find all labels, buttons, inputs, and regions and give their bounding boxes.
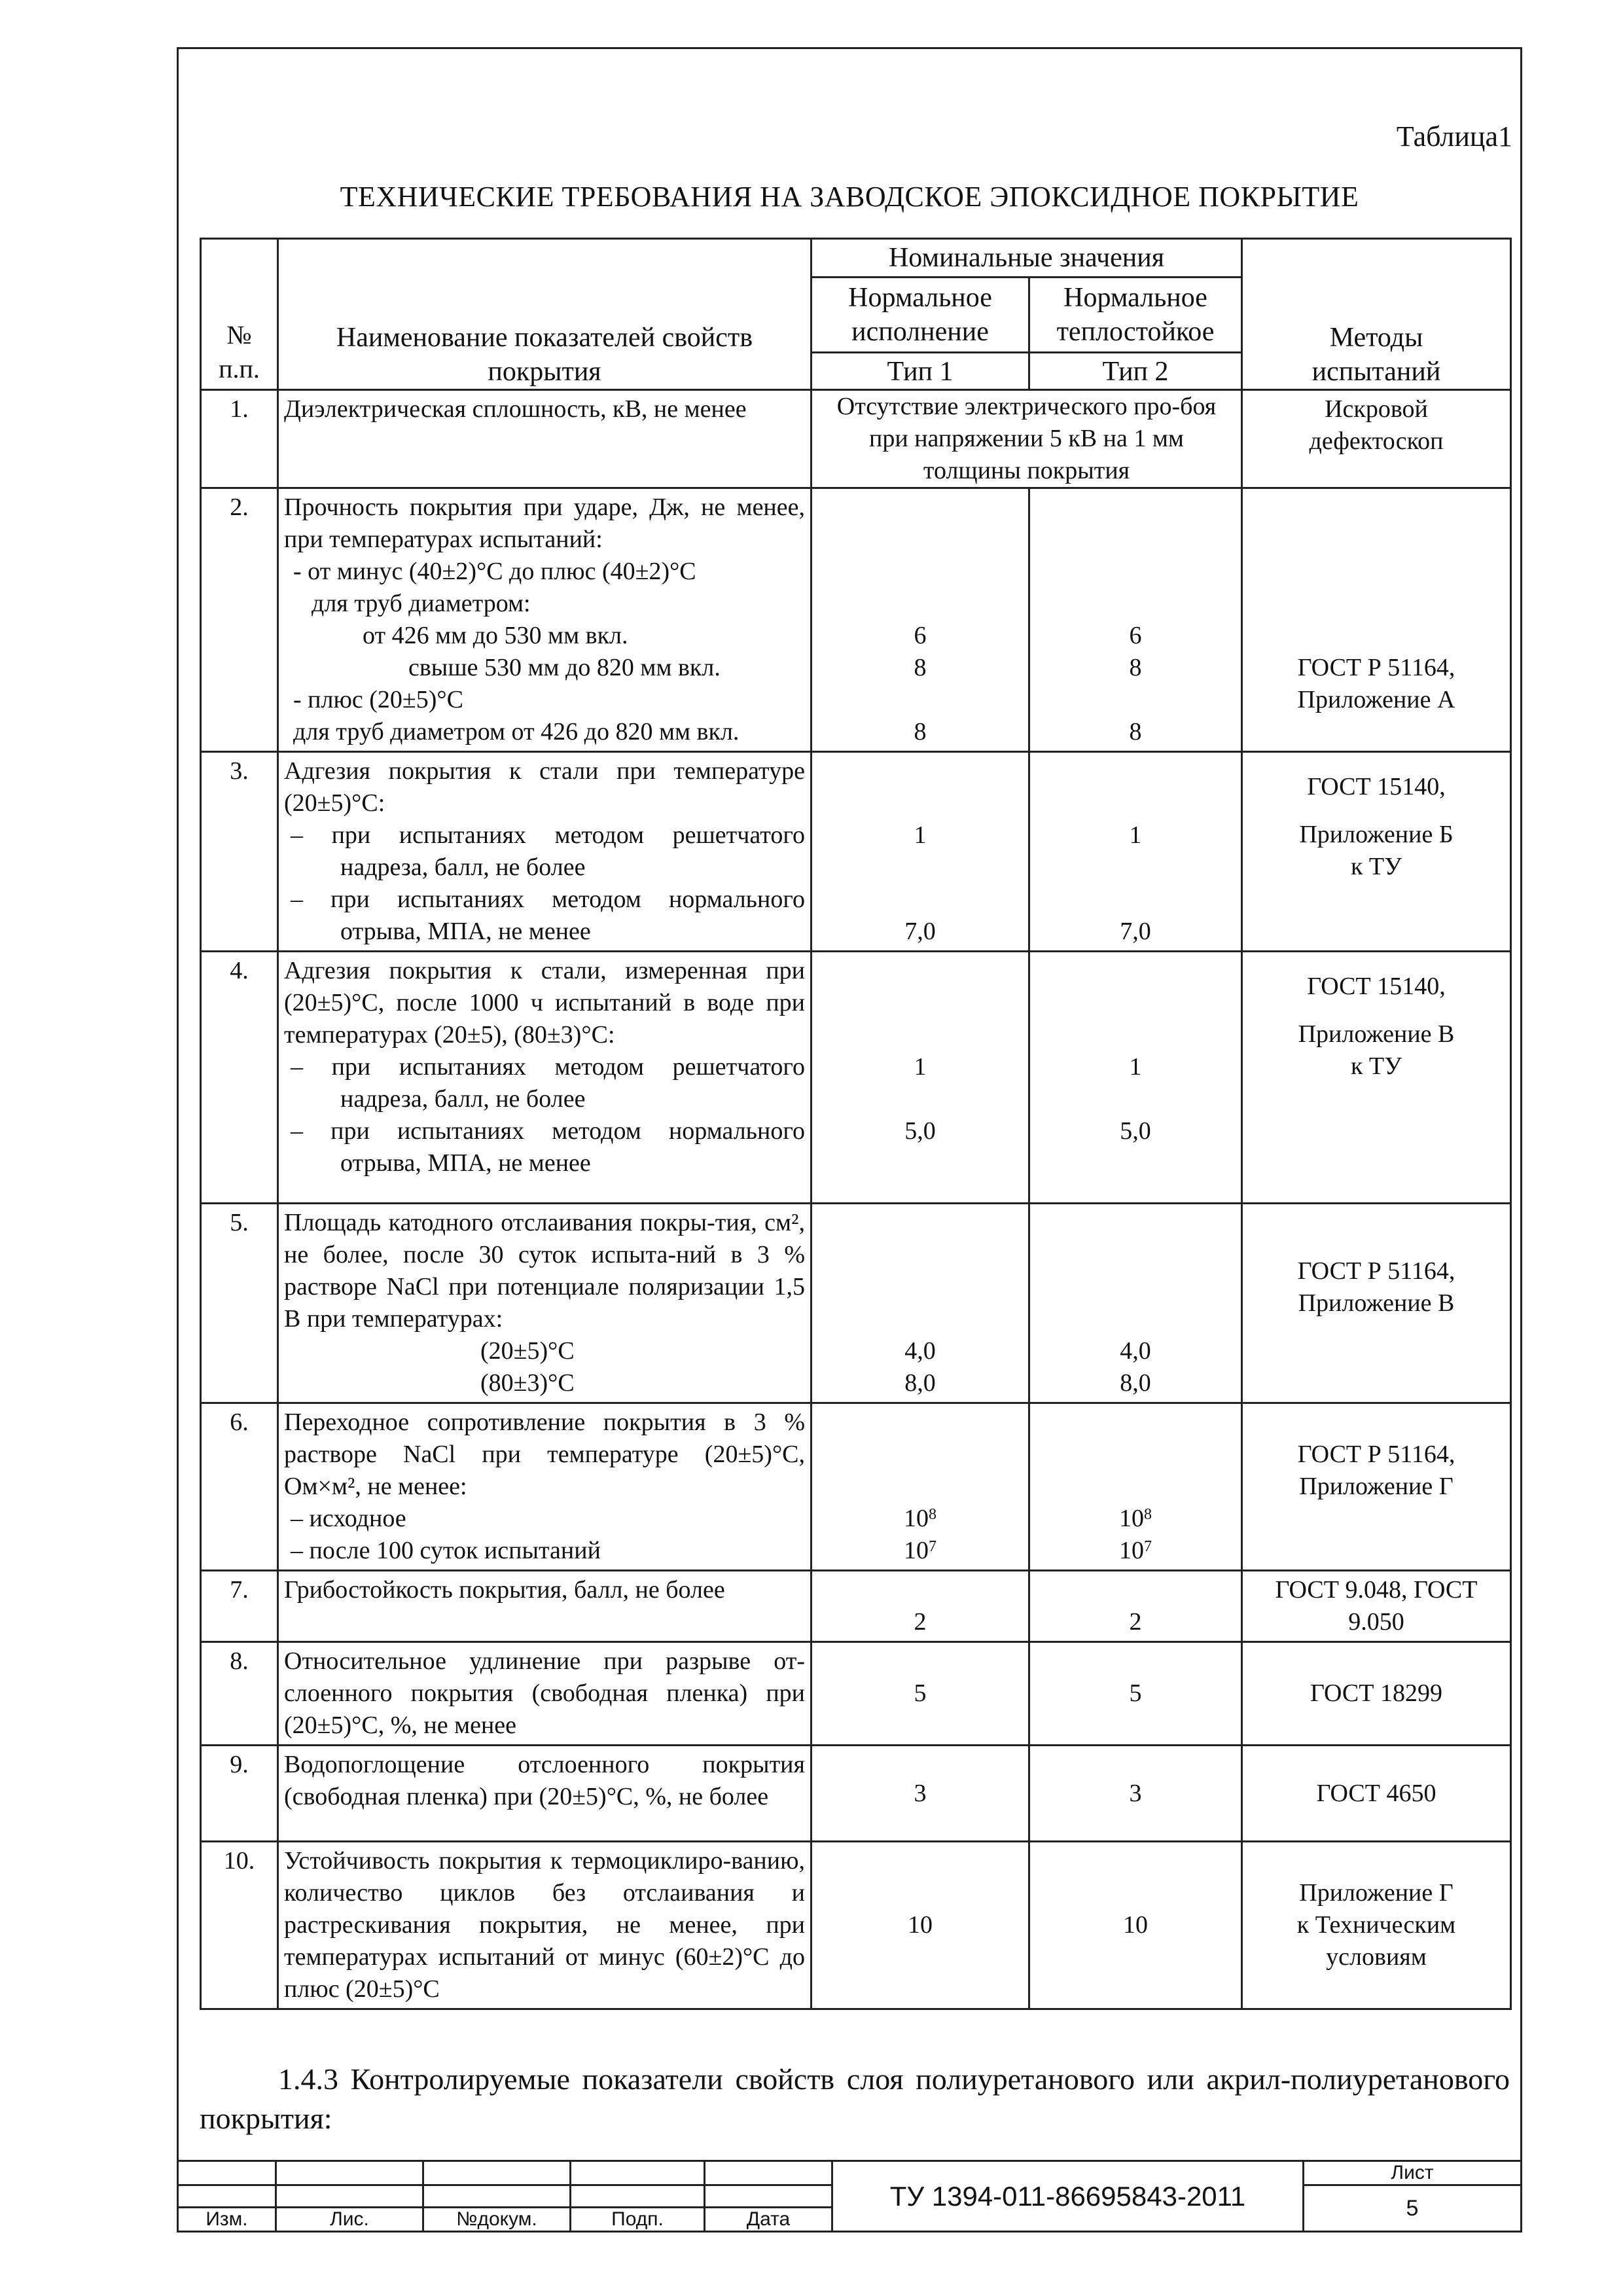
- row-num: 8.: [201, 1642, 278, 1746]
- sheet-label: Лист: [1304, 2161, 1522, 2185]
- row-num: 1.: [201, 390, 278, 488]
- row-value-type1: $10^8$ $10^7$: [812, 1403, 1029, 1571]
- row-merged-value: Отсутствие электрического про-боя при напряжении 5 кВ на 1 мм толщины покрытия: [812, 390, 1242, 488]
- row-num: 10.: [201, 1842, 278, 2009]
- header-num: № п.п.: [201, 239, 278, 390]
- row-method: ГОСТ 15140, Приложение В к ТУ: [1242, 952, 1511, 1204]
- row-name: Адгезия покрытия к стали, измеренная при (20±5)°С, после 1000 ч испытаний в воде при температурах (20±5), (80±3)°С: – при испытаниях методом решетчатого надреза, балл, не более – при испытаниях методом нормального отрыва, МПА, не менее: [278, 952, 812, 1204]
- row-value-type2: 1 7,0: [1029, 752, 1242, 952]
- header-row: [201, 239, 1511, 278]
- row-method: ГОСТ Р 51164, Приложение А: [1242, 488, 1511, 752]
- row-value-type1: 2: [812, 1571, 1029, 1642]
- row-name: Площадь катодного отслаивания покры-тия, см², не более, после 30 суток испыта-ний в 3 % растворе NaCl при потенциале поляризации 1,5 В при температурах: (20±5)°С (80±3)°С: [278, 1204, 812, 1403]
- row-value-type2: 6 8 8: [1029, 488, 1242, 752]
- row-value-type2: 5: [1029, 1642, 1242, 1746]
- header-methods: Методы испытаний: [1242, 239, 1511, 390]
- row-value-type1: 6 8 8: [812, 488, 1029, 752]
- row-value-type2: 3: [1029, 1746, 1242, 1842]
- row-num: 6.: [201, 1403, 278, 1571]
- row-num: 3.: [201, 752, 278, 952]
- row-value-type1: 3: [812, 1746, 1029, 1842]
- row-num: 5.: [201, 1204, 278, 1403]
- table-row: [201, 1746, 1511, 1842]
- row-name: Диэлектрическая сплошность, кВ, не менее: [278, 390, 812, 488]
- table-number: Таблица1: [1396, 120, 1512, 152]
- row-value-type2: 2: [1029, 1571, 1242, 1642]
- table-row: [201, 1642, 1511, 1746]
- row-num: 9.: [201, 1746, 278, 1842]
- table-row: [201, 390, 1511, 488]
- page-frame: [177, 47, 1522, 2229]
- table-row: [201, 488, 1511, 752]
- row-num: 7.: [201, 1571, 278, 1642]
- stamp-lis: Лис.: [276, 2208, 423, 2232]
- row-method: ГОСТ Р 51164, Приложение Г: [1242, 1403, 1511, 1571]
- requirements-table: [200, 238, 1512, 2010]
- row-num: 2.: [201, 488, 278, 752]
- row-value-type1: 5: [812, 1642, 1029, 1746]
- stamp-izm: Изм.: [178, 2208, 276, 2232]
- header-type2: Тип 2: [1029, 353, 1242, 390]
- row-name: Устойчивость покрытия к термоциклиро-ванию, количество циклов без отслаивания и растрескивания покрытия, не менее, при температурах испытаний от минус (60±2)°С до плюс (20±5)°С: [278, 1842, 812, 2009]
- stamp-ndoc: №докум.: [423, 2208, 571, 2232]
- table-row: [201, 1204, 1511, 1403]
- table-row: [201, 752, 1511, 952]
- table-row: [201, 1571, 1511, 1642]
- title-block: [177, 2160, 1520, 2228]
- row-method: ГОСТ 4650: [1242, 1746, 1511, 1842]
- row-method: ГОСТ 9.048, ГОСТ 9.050: [1242, 1571, 1511, 1642]
- header-nominal: Номинальные значения: [812, 239, 1242, 278]
- stamp-data: Дата: [705, 2208, 832, 2232]
- row-method: Искровой дефектоскоп: [1242, 390, 1511, 488]
- row-value-type1: 4,0 8,0: [812, 1204, 1029, 1403]
- header-type1: Тип 1: [812, 353, 1029, 390]
- row-name: Прочность покрытия при ударе, Дж, не менее, при температурах испытаний: - от минус (40±2)°С до плюс (40±2)°С для труб диаметром: от 426 мм до 530 мм вкл. свыше 530 мм до 820 мм вкл. - плюс (20±5)°С для труб диаметром от 426 до 820 мм вкл.: [278, 488, 812, 752]
- row-name: Грибостойкость покрытия, балл, не более: [278, 1571, 812, 1642]
- row-method: ГОСТ 15140, Приложение Б к ТУ: [1242, 752, 1511, 952]
- table-row: [201, 952, 1511, 1204]
- stamp-podp: Подп.: [571, 2208, 705, 2232]
- row-value-type1: 10: [812, 1842, 1029, 2009]
- page-title: ТЕХНИЧЕСКИЕ ТРЕБОВАНИЯ НА ЗАВОДСКОЕ ЭПОКСИДНОЕ ПОКРЫТИЕ: [340, 181, 1359, 213]
- row-method: ГОСТ Р 51164, Приложение В: [1242, 1204, 1511, 1403]
- row-value-type2: 10: [1029, 1842, 1242, 2009]
- section-paragraph: 1.4.3 Контролируемые показатели свойств слоя полиуретанового или акрил-полиуретанового покрытия:: [200, 2062, 1510, 2135]
- header-col2: Нормальное теплостойкое: [1029, 278, 1242, 353]
- table-row: [201, 1842, 1511, 2009]
- row-value-type2: 1 5,0: [1029, 952, 1242, 1204]
- header-name: Наименование показателей свойств покрытия: [278, 239, 812, 390]
- row-name: Переходное сопротивление покрытия в 3 % растворе NaCl при температуре (20±5)°С, Ом×м², не менее: – исходное – после 100 суток испытаний: [278, 1403, 812, 1571]
- sheet-number: 5: [1304, 2185, 1522, 2232]
- row-name: Водопоглощение отслоенного покрытия (свободная пленка) при (20±5)°С, %, не более: [278, 1746, 812, 1842]
- row-value-type2: 4,0 8,0: [1029, 1204, 1242, 1403]
- row-name: Относительное удлинение при разрыве от-слоенного покрытия (свободная пленка) при (20±5)°С, %, не менее: [278, 1642, 812, 1746]
- row-value-type1: 1 5,0: [812, 952, 1029, 1204]
- row-method: Приложение Г к Техническим условиям: [1242, 1842, 1511, 2009]
- row-num: 4.: [201, 952, 278, 1204]
- header-col1: Нормальное исполнение: [812, 278, 1029, 353]
- table-row: [201, 1403, 1511, 1571]
- row-name: Адгезия покрытия к стали при температуре (20±5)°С: – при испытаниях методом решетчатого надреза, балл, не более – при испытаниях методом нормального отрыва, МПА, не менее: [278, 752, 812, 952]
- row-value-type1: 1 7,0: [812, 752, 1029, 952]
- row-value-type2: $10^8$ $10^7$: [1029, 1403, 1242, 1571]
- row-method: ГОСТ 18299: [1242, 1642, 1511, 1746]
- document-code: ТУ 1394-011-86695843-2011: [832, 2161, 1304, 2232]
